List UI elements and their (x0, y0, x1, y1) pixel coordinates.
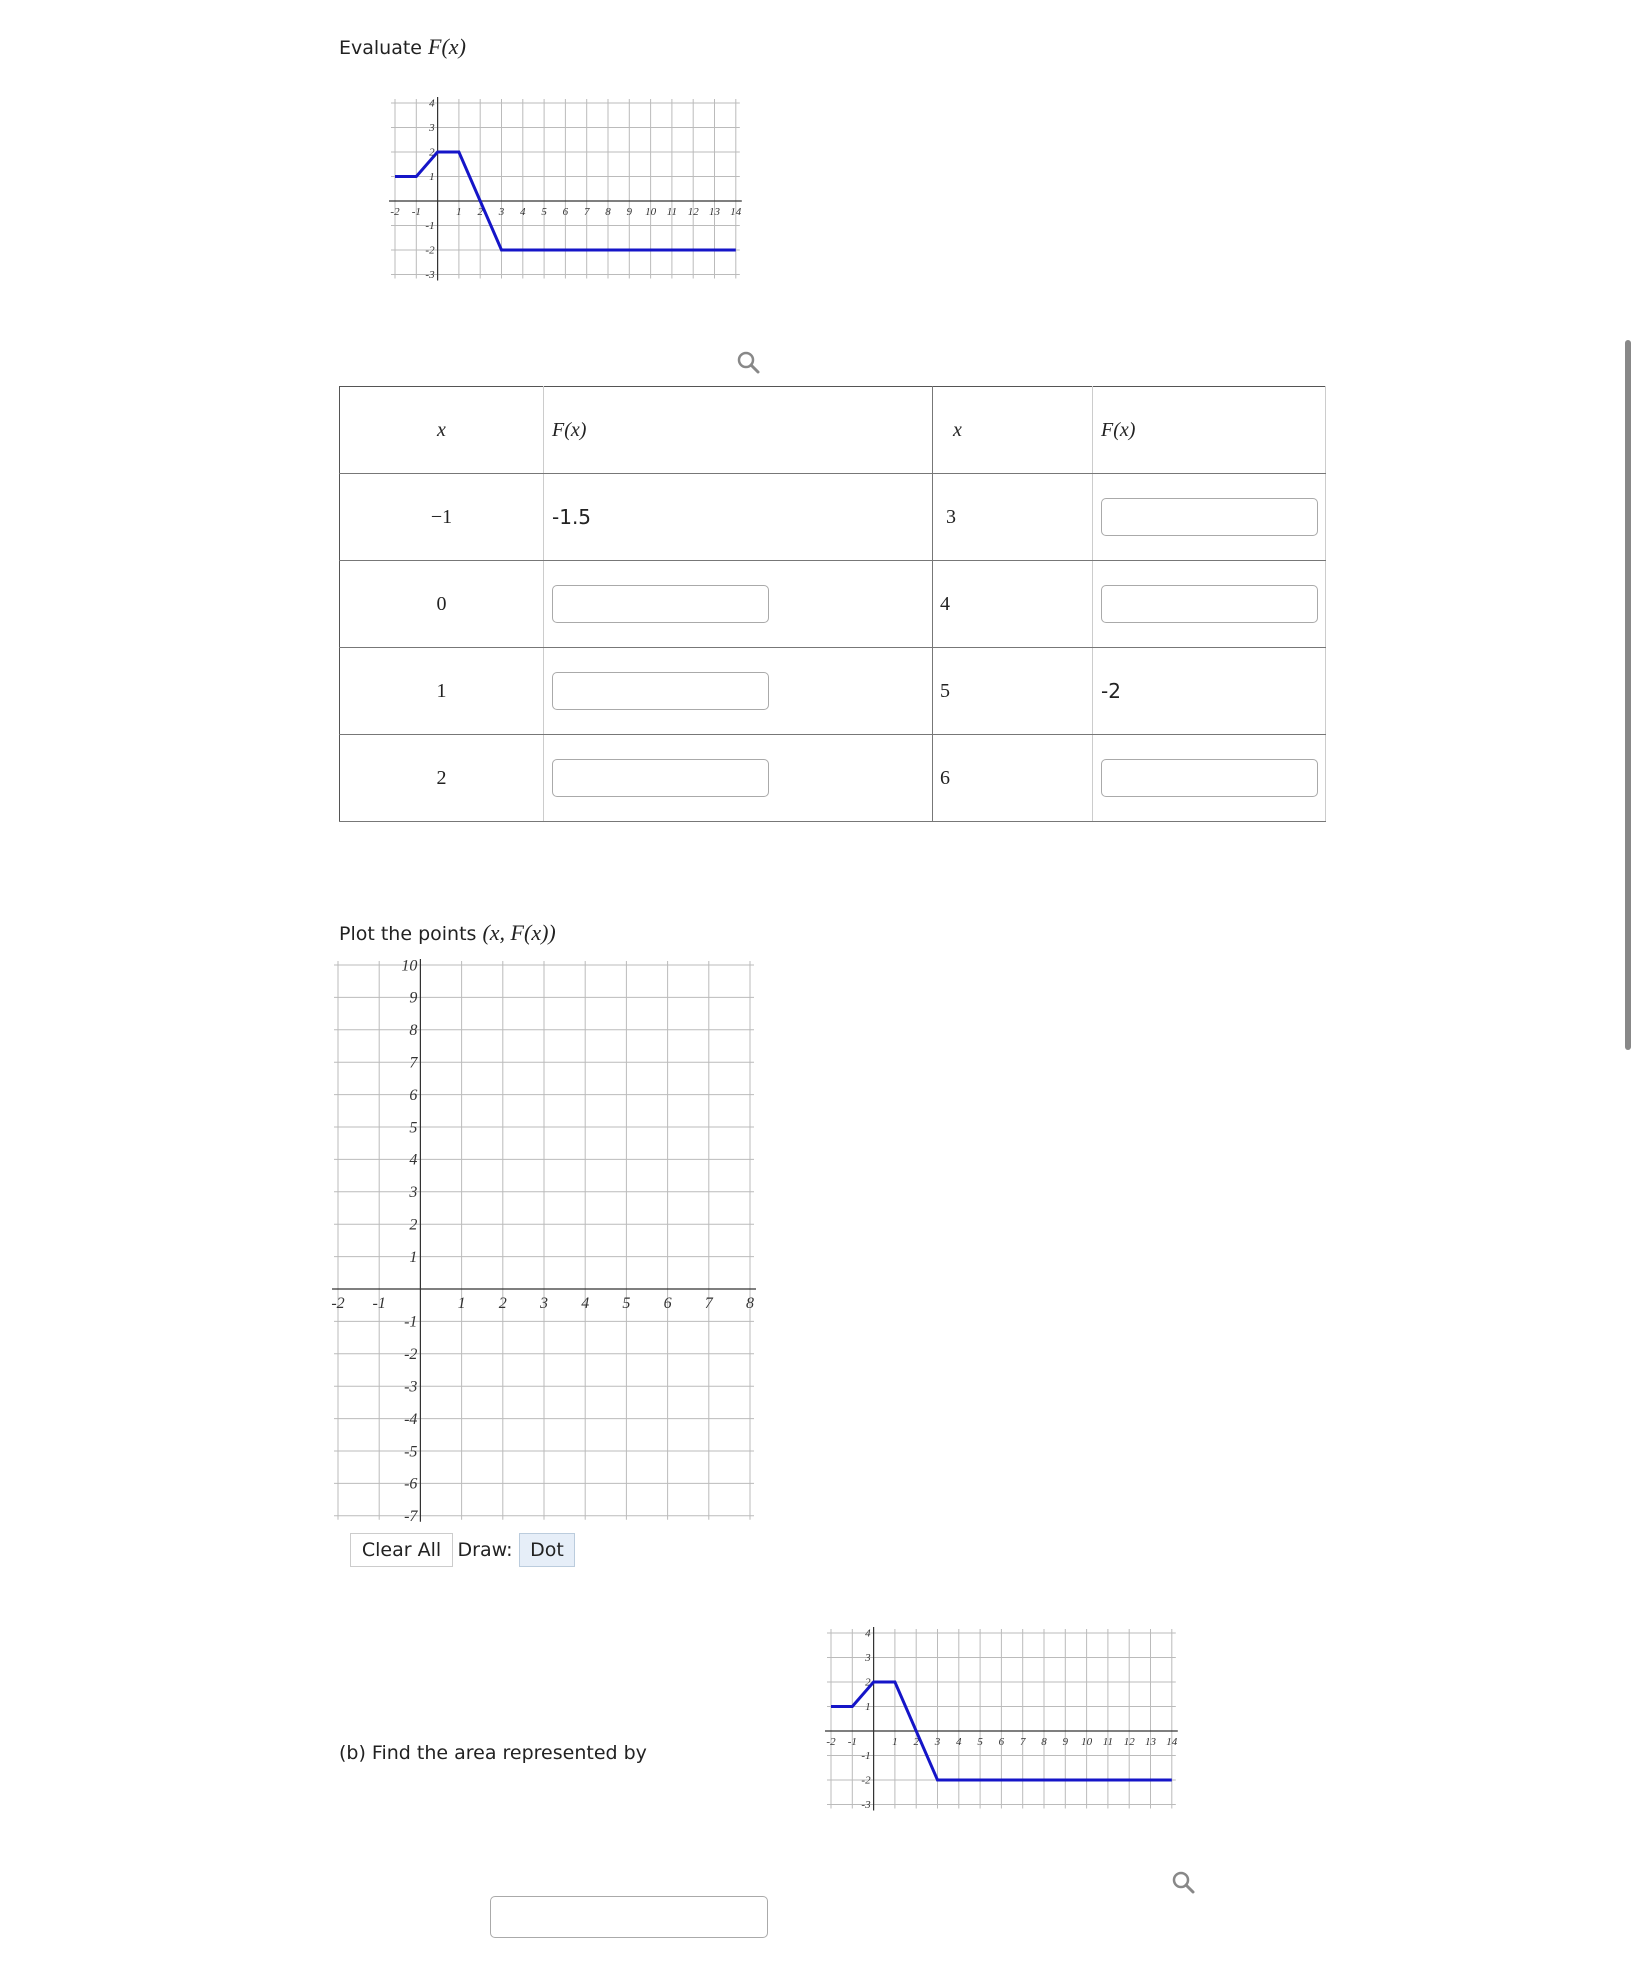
x-tick-label: 9 (1062, 1736, 1069, 1748)
y-tick-label: 6 (409, 1086, 418, 1104)
title-math: F(x) (428, 34, 466, 59)
x-value: 3 (933, 474, 1093, 561)
y-tick-label: -3 (425, 269, 435, 282)
x-tick-label: 13 (709, 206, 720, 218)
x-tick-label: -1 (847, 1736, 857, 1748)
y-tick-label: 4 (409, 1151, 418, 1169)
f-value: -2 (1093, 648, 1326, 735)
section-b-label: (b) Find the area represented by (339, 1742, 647, 1764)
x-tick-label: 12 (687, 206, 699, 218)
section-a-title (339, 34, 466, 60)
x-tick-label: 2 (498, 1295, 507, 1312)
x-value: 0 (340, 561, 544, 648)
plot-label-text: Plot the points (339, 923, 483, 945)
zoom-icon[interactable] (1171, 1870, 1197, 1900)
x-tick-label: 11 (1102, 1736, 1113, 1748)
header-F-right: F(x) (1093, 387, 1326, 474)
x-tick-label: -2 (390, 206, 400, 218)
header-x-left: x (340, 387, 544, 474)
x-value: 6 (933, 735, 1093, 822)
x-tick-label: 1 (457, 1295, 466, 1312)
table-row (340, 474, 1326, 561)
y-tick-label: -4 (404, 1410, 418, 1428)
values-table (339, 386, 1326, 822)
x-tick-label: 10 (645, 206, 657, 218)
x-tick-label: 12 (1123, 1736, 1135, 1748)
y-tick-label: -1 (861, 1750, 871, 1763)
y-tick-label: 1 (865, 1701, 871, 1714)
y-tick-label: 2 (409, 1216, 418, 1234)
y-tick-label: 7 (409, 1054, 418, 1072)
f-input-x1[interactable] (552, 672, 769, 710)
y-tick-label: 2 (865, 1676, 871, 1689)
x-tick-label: 9 (626, 206, 633, 218)
y-tick-label: -1 (425, 220, 435, 233)
x-tick-label: 2 (477, 206, 483, 218)
x-tick-label: 8 (746, 1295, 754, 1312)
x-tick-label: 6 (663, 1295, 672, 1312)
y-tick-label: 4 (865, 1627, 871, 1640)
y-tick-label: 3 (429, 122, 435, 135)
bottom-graph-grid (827, 1629, 1176, 1812)
top-graph-grid (391, 99, 740, 282)
x-value: −1 (340, 474, 544, 561)
plot-label (339, 920, 556, 946)
x-tick-label: 14 (730, 206, 742, 218)
x-tick-label: -2 (331, 1295, 345, 1312)
y-tick-label: 3 (409, 1184, 418, 1202)
y-tick-label: 3 (865, 1652, 871, 1665)
clear-all-button[interactable]: Clear All (350, 1533, 453, 1567)
x-value: 5 (933, 648, 1093, 735)
title-text: Evaluate (339, 37, 429, 59)
f-input-x2[interactable] (552, 759, 769, 797)
y-tick-label: 1 (429, 171, 435, 184)
x-tick-label: 4 (581, 1295, 590, 1312)
x-value: 2 (340, 735, 544, 822)
y-tick-label: -1 (404, 1313, 418, 1331)
zoom-icon[interactable] (736, 350, 762, 380)
x-tick-label: 1 (456, 206, 462, 218)
y-tick-label: -5 (404, 1443, 418, 1461)
area-answer-input[interactable] (490, 1896, 768, 1938)
plot-label-math: (x, F(x)) (482, 920, 556, 945)
x-tick-label: 13 (1145, 1736, 1156, 1748)
x-value: 1 (340, 648, 544, 735)
x-tick-label: 5 (541, 206, 547, 218)
x-tick-label: 10 (1081, 1736, 1093, 1748)
y-tick-label: -2 (861, 1774, 871, 1787)
x-tick-label: 5 (977, 1736, 983, 1748)
draw-label: Draw: (453, 1533, 517, 1567)
table-row (340, 735, 1326, 822)
f-input-x4[interactable] (1101, 585, 1318, 623)
y-tick-label: 2 (429, 146, 435, 159)
x-tick-label: 7 (1019, 1736, 1026, 1748)
f-input-x0[interactable] (552, 585, 769, 623)
y-tick-label: 8 (409, 1022, 418, 1040)
y-tick-label: 9 (409, 989, 418, 1007)
x-tick-label: -1 (372, 1295, 386, 1312)
x-tick-label: 6 (998, 1736, 1005, 1748)
y-tick-label: 5 (409, 1119, 418, 1137)
x-tick-label: 6 (562, 206, 569, 218)
x-tick-label: 3 (934, 1736, 941, 1748)
x-tick-label: 1 (892, 1736, 898, 1748)
vertical-scrollbar[interactable] (1625, 340, 1631, 1050)
y-tick-label: -2 (425, 244, 435, 257)
table-header-row (340, 387, 1326, 474)
y-tick-label: -2 (404, 1346, 418, 1364)
header-F-left: F(x) (544, 387, 933, 474)
dot-tool-button[interactable]: Dot (519, 1533, 575, 1567)
header-x-right: x (933, 387, 1093, 474)
y-tick-label: -3 (404, 1378, 418, 1396)
x-tick-label: 14 (1166, 1736, 1178, 1748)
x-value: 4 (933, 561, 1093, 648)
table-row (340, 648, 1326, 735)
plot-grid (334, 961, 754, 1520)
x-tick-label: 8 (605, 206, 611, 218)
plot-points-graph[interactable] (331, 955, 765, 1531)
x-tick-label: -1 (411, 206, 421, 218)
x-tick-label: 4 (520, 206, 526, 218)
x-tick-label: 7 (704, 1295, 713, 1312)
y-tick-label: -3 (861, 1799, 871, 1812)
x-tick-label: 4 (956, 1736, 962, 1748)
x-tick-label: 5 (622, 1295, 631, 1312)
x-tick-label: 2 (913, 1736, 919, 1748)
f-input-x3[interactable] (1101, 498, 1318, 536)
function-graph-bottom (826, 1625, 1196, 1865)
y-tick-label: 4 (429, 97, 435, 110)
function-graph-top (390, 95, 760, 335)
f-value: -1.5 (544, 474, 933, 561)
x-tick-label: -2 (826, 1736, 836, 1748)
x-tick-label: 3 (498, 206, 505, 218)
y-tick-label: -6 (404, 1475, 418, 1493)
x-tick-label: 7 (583, 206, 590, 218)
y-tick-label: -7 (404, 1508, 418, 1526)
y-tick-label: 1 (409, 1248, 418, 1266)
x-tick-label: 11 (666, 206, 677, 218)
table-row (340, 561, 1326, 648)
x-tick-label: 3 (540, 1295, 548, 1312)
x-tick-label: 8 (1041, 1736, 1047, 1748)
f-input-x6[interactable] (1101, 759, 1318, 797)
y-tick-label: 10 (401, 957, 418, 975)
